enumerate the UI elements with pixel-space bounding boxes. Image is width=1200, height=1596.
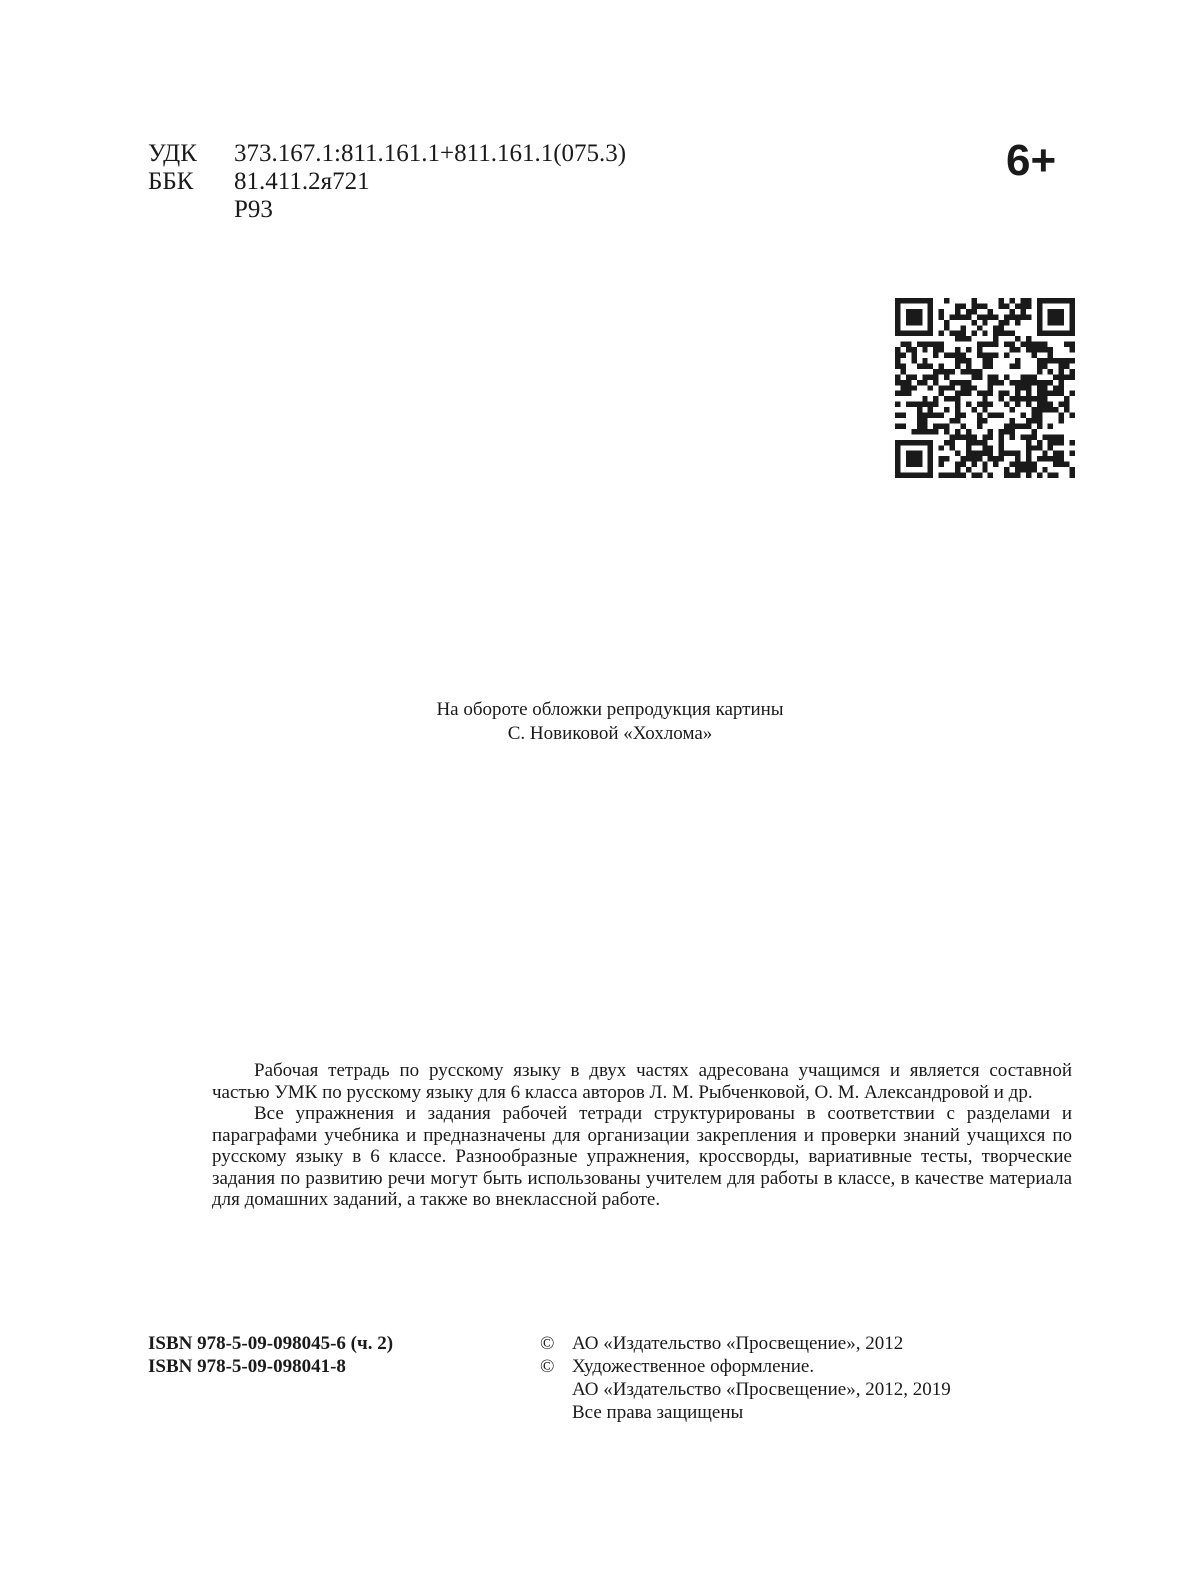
copyright-line-2: Художественное оформление.: [572, 1356, 815, 1377]
annotation-paragraph-1: Рабочая тетрадь по русскому языку в двух частях адресована учащимся и является составной частью УМК по русскому языку для 6 класса авторов Л. М. Рыбченковой, О. М. Александровой и др.: [212, 1060, 1072, 1103]
qr-code-icon: [895, 298, 1075, 478]
age-rating: 6+: [1006, 136, 1057, 185]
udc-label: УДК: [148, 140, 197, 167]
bbk-row: [148, 168, 626, 196]
author-mark: Р93: [234, 196, 273, 223]
annotation: [212, 1060, 1072, 1211]
copyright-symbol: ©: [540, 1356, 555, 1377]
copyright-symbol: ©: [540, 1333, 555, 1354]
isbn-block: [148, 1332, 393, 1378]
annotation-paragraph-2: Все упражнения и задания рабочей тетради структурированы в соответствии с разделами и параграфами учебника и предназначены для организации закрепления и проверки знаний учащихся по русскому языку в 6 классе. Разнообразные упражнения, кроссворды, вариативные тесты, творческие задания по развитию речи могут быть использованы учителем для работы в классе, в качестве материала для домашних заданий, а также во внеклассной работе.: [212, 1103, 1072, 1210]
author-mark-row: [148, 196, 626, 224]
classification-block: [148, 140, 626, 224]
copyright-block: [540, 1332, 951, 1424]
copyright-line-1: АО «Издательство «Просвещение», 2012: [572, 1333, 904, 1354]
udc-row: [148, 140, 626, 168]
cover-note-line2: С. Новиковой «Хохлома»: [507, 723, 713, 744]
copyright-line-3: АО «Издательство «Просвещение», 2012, 2019: [572, 1379, 951, 1400]
copyright-line-4: Все права защищены: [572, 1402, 744, 1423]
bbk-value: 81.411.2я721: [234, 168, 370, 195]
bbk-label: ББК: [148, 168, 194, 195]
cover-note-line1: На обороте обложки репродукция картины: [436, 699, 784, 720]
cover-note: [300, 698, 920, 746]
isbn-line-2: ISBN 978-5-09-098041-8: [148, 1356, 346, 1377]
isbn-line-1: ISBN 978-5-09-098045-6 (ч. 2): [148, 1333, 394, 1354]
udc-value: 373.167.1:811.161.1+811.161.1(075.3): [234, 140, 627, 167]
